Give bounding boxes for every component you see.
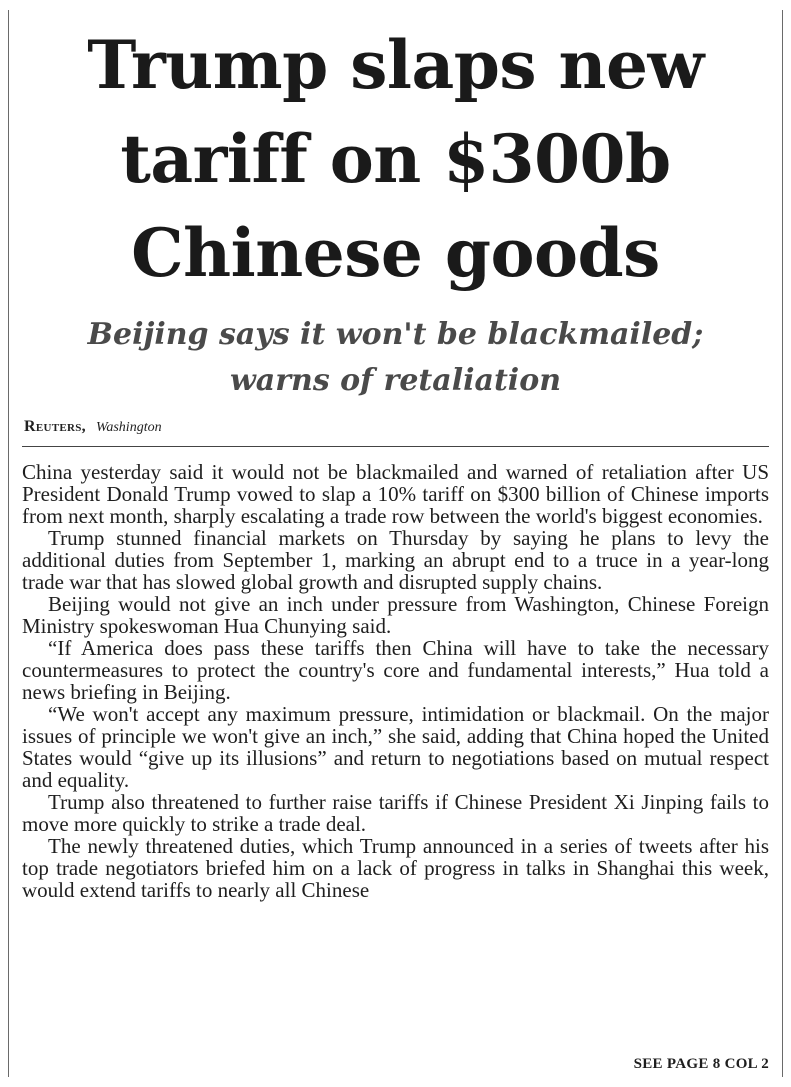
paragraph: “If America does pass these tariffs then China will have to take the necessary countermeasures to protect the country's core and fundamental interests,” Hua told a news briefing in Beijing.: [22, 636, 769, 704]
news-article: [22, 0, 769, 1087]
right-column-rule: [782, 10, 783, 1077]
paragraph: “We won't accept any maximum pressure, intimidation or blackmail. On the major issues of principle we won't give an inch,” she said, adding that China hoped the United States would “give up its illusions” and return to negotiations based on mutual respect and equality.: [22, 702, 769, 792]
byline-agency: Reuters,: [24, 418, 86, 435]
subheadline-line-1: Beijing says it won't be blackmailed;: [87, 317, 704, 352]
paragraph: China yesterday said it would not be blackmailed and warned of retaliation after US President Donald Trump vowed to slap a 10% tariff on $300 billion of Chinese imports from next month, sharply escalating a trade row between the world's biggest economies.: [22, 460, 769, 528]
subheadline-line-2: warns of retaliation: [229, 363, 562, 398]
byline-rule: [22, 446, 769, 447]
article-body: [22, 461, 769, 901]
headline-line-1: Trump slaps new: [87, 26, 704, 104]
paragraph: Beijing would not give an inch under pressure from Washington, Chinese Foreign Ministry spokeswoman Hua Chunying said.: [22, 592, 769, 638]
subheadline: [22, 312, 769, 404]
byline-location: Washington: [95, 420, 162, 435]
paragraph: Trump stunned financial markets on Thursday by saying he plans to levy the additional duties from September 1, marking an abrupt end to a truce in a year-long trade war that has slowed global growth and disrupted supply chains.: [22, 526, 769, 594]
headline-line-2: tariff on $300b: [120, 120, 671, 198]
continued-on-page-link[interactable]: SEE PAGE 8 COL 2: [633, 1056, 769, 1072]
headline-line-3: Chinese goods: [131, 214, 660, 292]
headline: [22, 18, 769, 300]
left-column-rule: [8, 10, 9, 1077]
byline: [22, 418, 769, 446]
paragraph: Trump also threatened to further raise tariffs if Chinese President Xi Jinping fails to move more quickly to strike a trade deal.: [22, 790, 769, 836]
paragraph: The newly threatened duties, which Trump announced in a series of tweets after his top trade negotiators briefed him on a lack of progress in talks in Shanghai this week, would extend tariffs to nearly all Chinese: [22, 834, 769, 902]
